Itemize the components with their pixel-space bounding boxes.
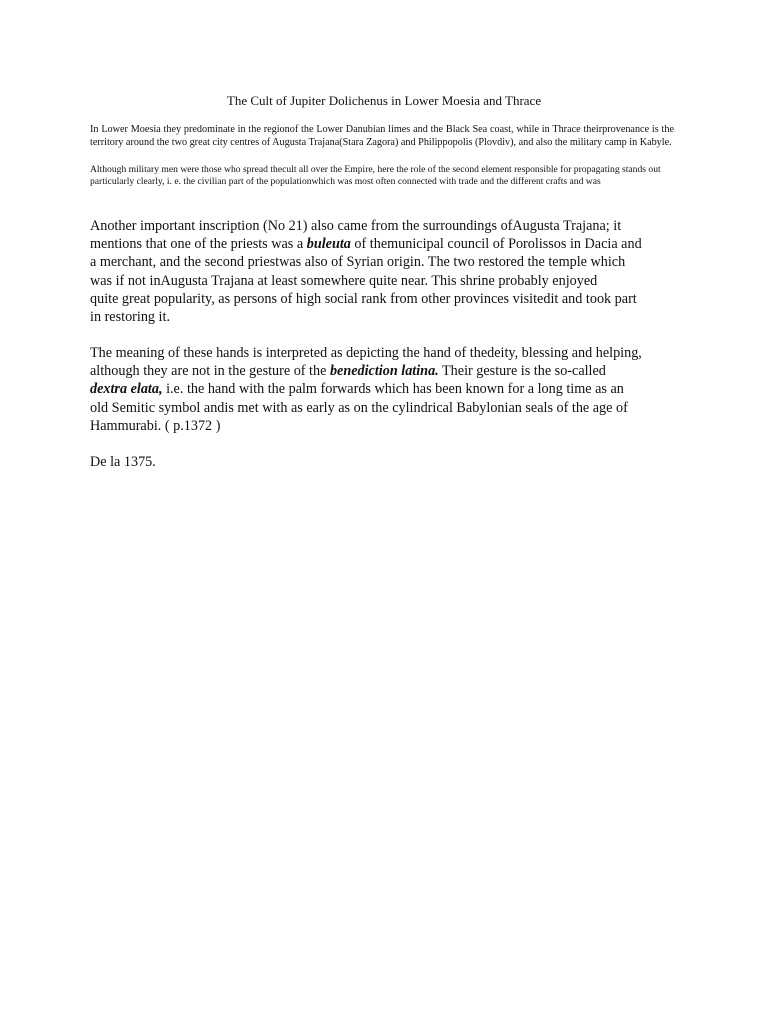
paragraph-line: in restoring it. [90,309,170,326]
paragraph-line: old Semitic symbol andis met with as early as on the cylindrical Babylonian seals of the age of [90,399,628,416]
paragraph-line: Hammurabi. ( p.1372 ) [90,417,221,434]
paragraph-line: The meaning of these hands is interpreted as depicting the hand of thedeity, blessing and helping, [90,345,642,361]
text-run: mentions that one of the priests was a [90,236,307,253]
text-run: Their gesture is the so-called [438,363,606,380]
emphasis-dextra-elata: dextra elata, [90,381,163,398]
emphasis-benediction-latina: benediction latina. [329,363,439,380]
paragraph-line [90,362,680,380]
paragraph-line: Another important inscription (No 21) also came from the surroundings ofAugusta Trajana; it [90,218,622,234]
paragraph-inscription [90,217,680,326]
text-run: of themunicipal council of Porolissos in Dacia and [350,236,642,253]
paragraph-line: a merchant, and the second priestwas also of Syrian origin. The two restored the temple which [90,254,626,271]
paragraph-line: was if not inAugusta Trajana at least somewhere quite near. This shrine probably enjoyed [90,272,598,289]
paragraph-hands [90,344,680,435]
paragraph-line [90,380,680,398]
emphasis-buleuta: buleuta [306,236,351,253]
intro-paragraph-2: Although military men were those who spread thecult all over the Empire, here the role of the second element responsible for propagating stands out particularly clearly, i. e. the civilian part of the populationwhich was most often connected with trade and the different crafts and was [90,164,661,187]
paragraph-line [90,235,680,253]
text-run: i.e. the hand with the palm forwards which has been known for a long time as an [162,381,624,398]
intro-paragraph: In Lower Moesia they predominate in the regionof the Lower Danubian limes and the Black Sea coast, while in Thrace theirprovenance is the territory around the two great city centres of Augusta Trajana(Stara Zagora) and Philippopolis (Plovdiv), and also the military camp in Kabyle. [90,124,674,148]
paragraph-page-reference: De la 1375. [90,454,156,470]
text-run: although they are not in the gesture of the [90,363,330,380]
document-title: The Cult of Jupiter Dolichenus in Lower Moesia and Thrace [226,93,542,108]
paragraph-line: quite great popularity, as persons of high social rank from other provinces visitedit and took part [90,290,637,307]
